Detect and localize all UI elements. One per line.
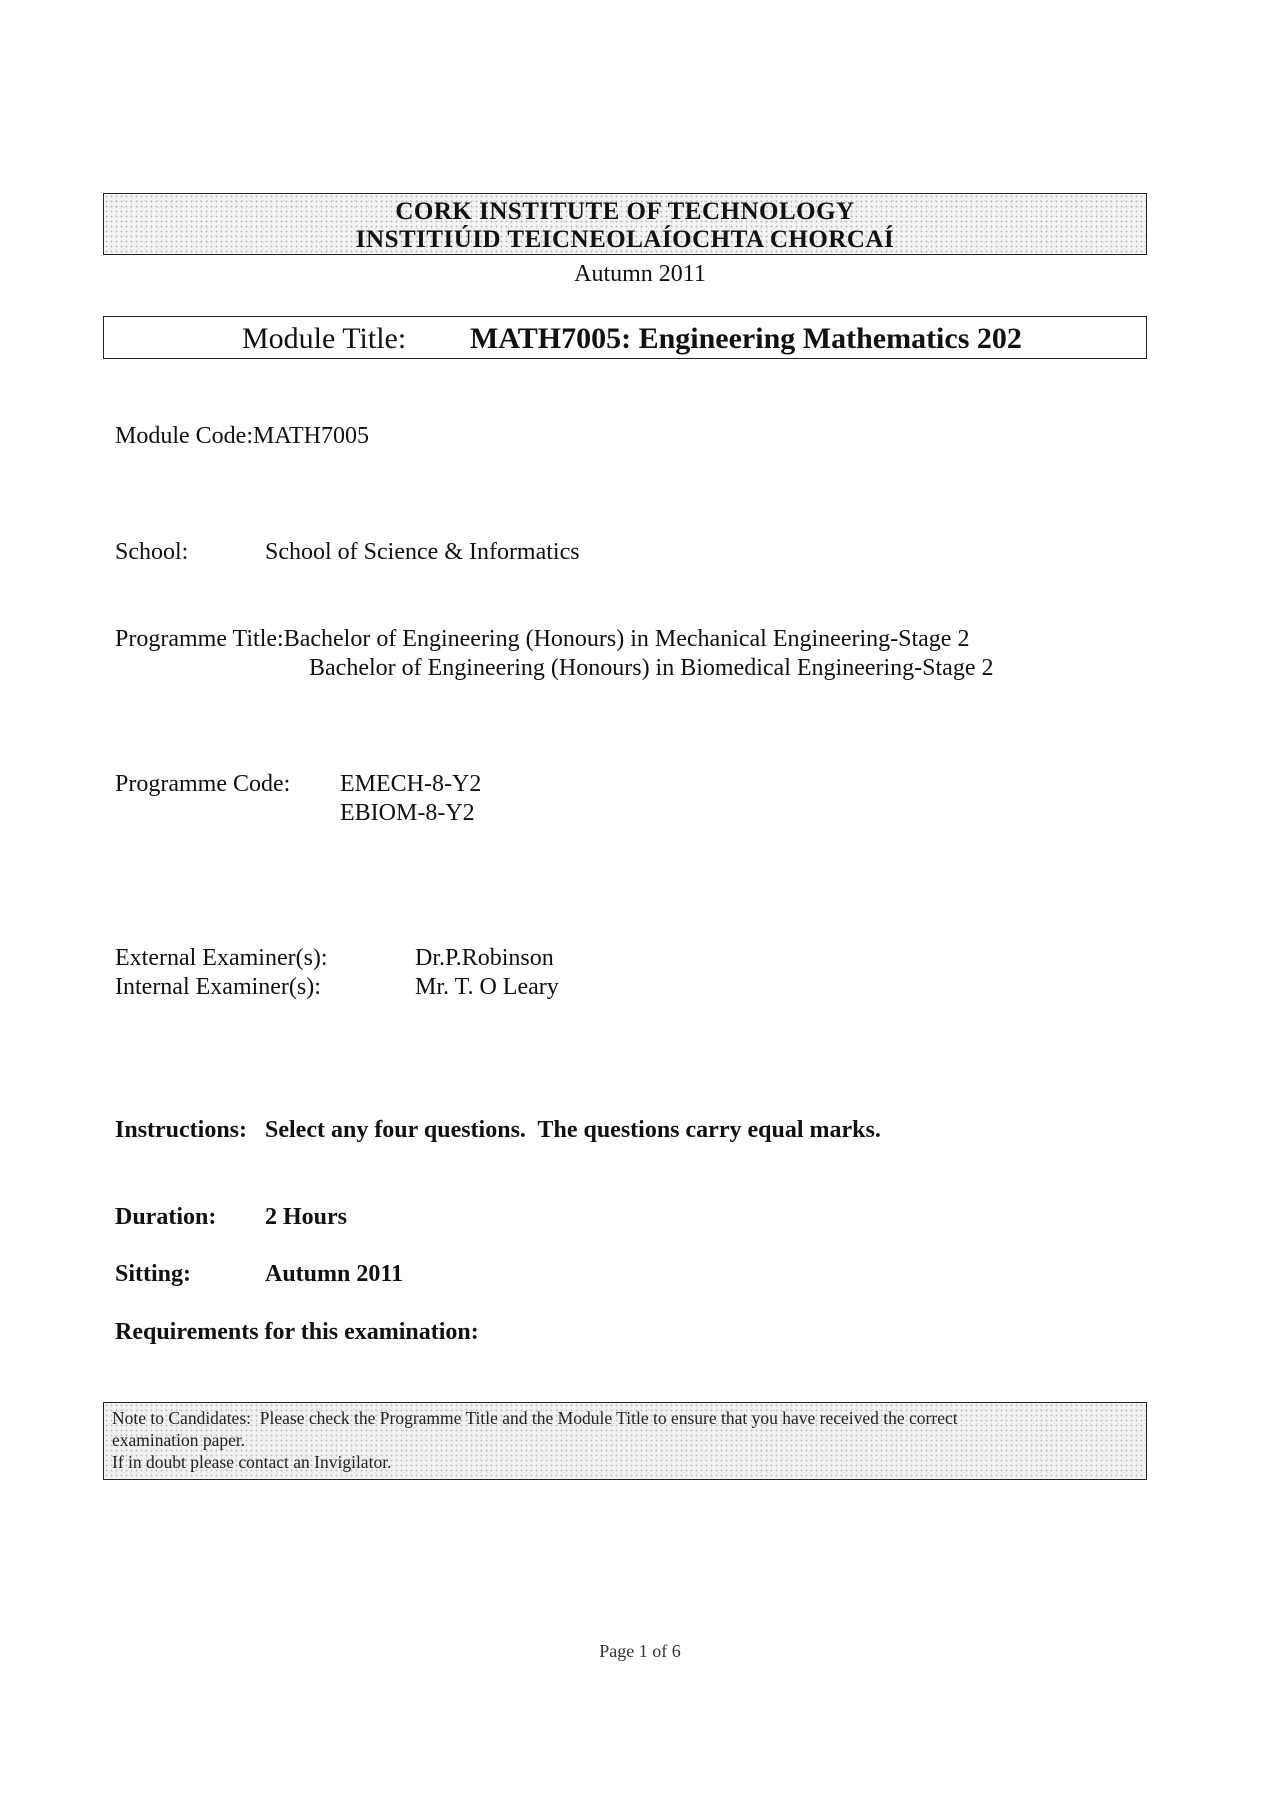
duration-label: Duration: (115, 1204, 217, 1230)
programme-title-row (115, 625, 969, 654)
sitting-label: Sitting: (115, 1261, 192, 1287)
programme-code-value-2: EBIOM-8-Y2 (340, 800, 475, 826)
module-title-value: MATH7005: Engineering Mathematics 202 (470, 322, 1022, 355)
note-to-candidates (103, 1402, 1147, 1480)
school-value: School of Science & Informatics (265, 539, 580, 565)
programme-title-label: Programme Title: (115, 626, 284, 652)
duration-value: 2 Hours (265, 1204, 348, 1230)
module-code-label: Module Code: (115, 423, 253, 449)
module-title-box (103, 316, 1147, 359)
programme-code-label: Programme Code: (115, 771, 291, 797)
module-title-label: Module Title: (242, 322, 407, 355)
institution-name-irish: INSTITIÚID TEICNEOLAÍOCHTA CHORCAÍ (355, 226, 895, 253)
module-code-value: MATH7005 (253, 423, 370, 449)
institution-header (103, 193, 1147, 255)
programme-title-value-1: Bachelor of Engineering (Honours) in Mechanical Engineering-Stage 2 (283, 626, 970, 652)
sitting-value: Autumn 2011 (265, 1261, 404, 1287)
requirements-label: Requirements for this examination: (115, 1319, 479, 1345)
external-examiner-label: External Examiner(s): (115, 945, 328, 971)
programme-title-value-2: Bachelor of Engineering (Honours) in Biomedical Engineering-Stage 2 (309, 655, 994, 681)
note-line-2: examination paper. (112, 1430, 246, 1450)
internal-examiner-value: Mr. T. O Leary (415, 974, 559, 1000)
page-number: Page 1 of 6 (599, 1641, 681, 1661)
module-code-row (115, 422, 369, 451)
note-line-3: If in doubt please contact an Invigilator. (112, 1452, 392, 1472)
note-line-1: Note to Candidates: Please check the Programme Title and the Module Title to ensure that you have received the correct (112, 1408, 958, 1428)
programme-code-value-1: EMECH-8-Y2 (340, 771, 482, 797)
institution-name-english: CORK INSTITUTE OF TECHNOLOGY (395, 198, 855, 225)
exam-term: Autumn 2011 (574, 261, 706, 287)
external-examiner-value: Dr.P.Robinson (415, 945, 554, 971)
instructions-value: Select any four questions. The questions carry equal marks. (265, 1117, 881, 1143)
instructions-label: Instructions: (115, 1117, 248, 1143)
school-label: School: (115, 539, 189, 565)
internal-examiner-label: Internal Examiner(s): (115, 974, 321, 1000)
